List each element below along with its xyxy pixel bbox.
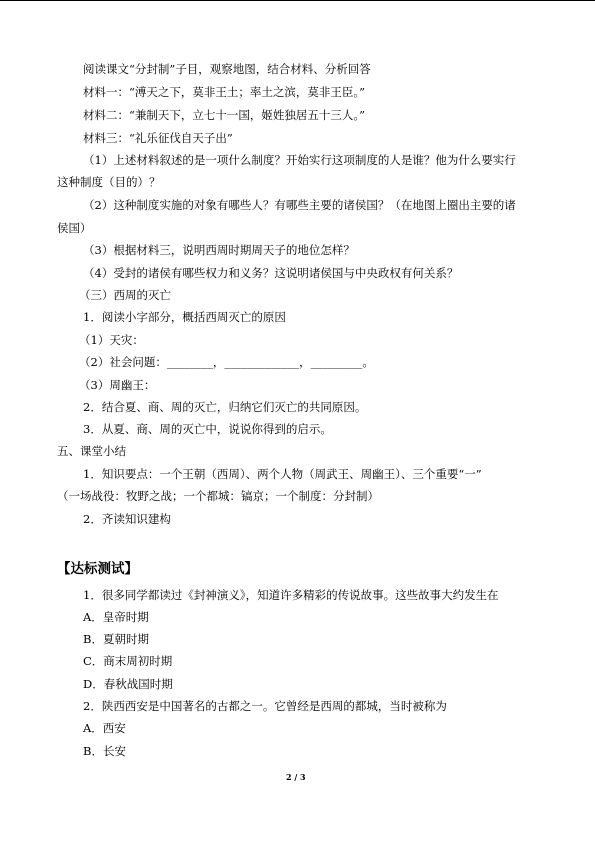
question-1-line-2: 这种制度（目的）？	[57, 175, 161, 189]
top-border-line	[0, 0, 595, 1]
question-2-line-1: （2）这种制度实施的对象有哪些人？有哪些主要的诸侯国？（在地图上圈出主要的诸	[83, 198, 516, 212]
test-q2-option-a: A．西安	[83, 721, 126, 735]
test-heading: 【达标测试】	[57, 561, 138, 577]
page-number: 2 / 3	[286, 772, 306, 782]
fall-item-2: 2．结合夏、商、周的灭亡，归纳它们灭亡的共同原因。	[83, 400, 367, 414]
summary-item-2: 2．齐读知识建构	[83, 512, 171, 526]
material-3: 材料三：“礼乐征伐自天子出”	[83, 131, 233, 145]
test-question-1: 1．很多同学都读过《封神演义》，知道许多精彩的传说故事。这些故事大约发生在	[83, 588, 499, 602]
material-1: 材料一：“溥天之下，莫非王土；率土之滨，莫非王臣。”	[83, 85, 366, 99]
question-1-line-1: （1）上述材料叙述的是一项什么制度？开始实行这项制度的人是谁？他为什么要实行	[83, 153, 516, 167]
summary-item-1: 1．知识要点：一个王朝（西周）、两个人物（周武王、周幽王）、三个重要“一”	[83, 467, 482, 481]
summary-title: 五、课堂小结	[57, 444, 126, 458]
fall-sub-2: （2）社会问题：________，_____________，_________。	[79, 355, 374, 369]
material-2: 材料二：“兼制天下，立七十一国，姬姓独居五十三人。”	[83, 108, 366, 122]
reading-intro: 阅读课文“分封制”子目，观察地图，结合材料、分析回答	[83, 62, 371, 76]
test-q2-option-b: B．长安	[83, 744, 126, 758]
question-3: （3）根据材料三，说明西周时期周天子的地位怎样？	[83, 243, 355, 257]
question-2-line-2: 侯国）	[57, 221, 92, 235]
test-q1-option-a: A．皇帝时期	[83, 610, 149, 624]
test-question-2: 2．陕西西安是中国著名的古都之一。它曾经是西周的都城，当时被称为	[83, 699, 447, 713]
test-q1-option-c: C．商末周初时期	[83, 654, 173, 668]
fall-sub-1: （1）天灾：	[79, 333, 144, 347]
fall-sub-3: （3）周幽王：	[79, 378, 156, 392]
fall-section-title: （三）西周的灭亡	[79, 288, 171, 302]
test-q1-option-b: B．夏朝时期	[83, 632, 149, 646]
test-q1-option-d: D．春秋战国时期	[83, 677, 173, 691]
fall-item-3: 3．从夏、商、周的灭亡中，说说你得到的启示。	[83, 422, 332, 436]
question-4: （4）受封的诸侯有哪些权力和义务？这说明诸侯国与中央政权有何关系？	[83, 266, 459, 280]
summary-item-1-continued: （一场战役：牧野之战；一个都城：镐京；一个制度：分封制）	[57, 489, 379, 503]
fall-item-1: 1．阅读小字部分，概括西周灭亡的原因	[83, 310, 286, 324]
